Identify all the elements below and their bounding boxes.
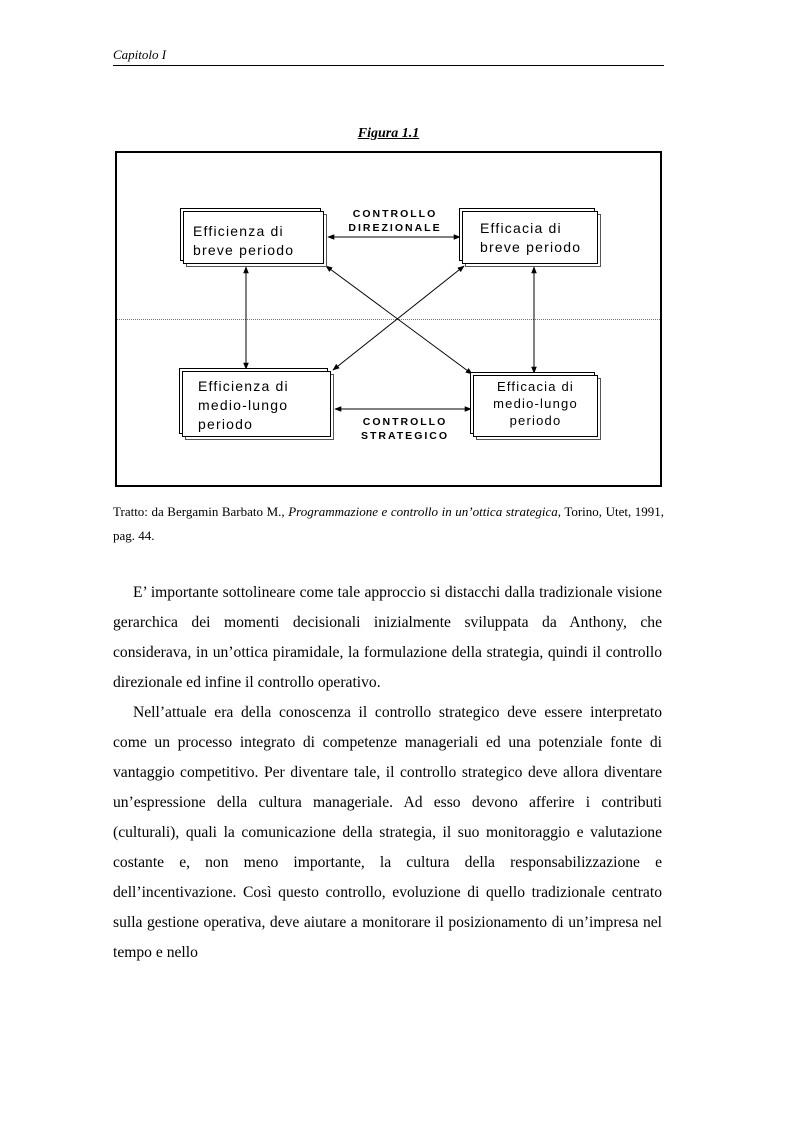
figure-caption: [113, 500, 664, 548]
paragraph-1: E’ importante sottolineare come tale approccio si distacchi dalla tradizionale visione gerarchica dei momenti decisionali inizialmente sviluppata da Anthony, che considerava, in un’ottica piramidale, la formulazione della strategia, quindi il controllo direzionale ed infine il controllo operativo.: [113, 584, 662, 691]
box-efficacia-breve: Efficacia di breve periodo: [462, 211, 598, 264]
dotted-divider: [117, 319, 660, 320]
body-text: [113, 578, 662, 968]
caption-prefix: Tratto: da Bergamin Barbato M.,: [113, 504, 285, 519]
box-efficienza-breve: Efficienza di breve periodo: [183, 211, 324, 264]
label-controllo-strategico: CONTROLLO STRATEGICO: [360, 416, 450, 442]
chapter-label: Capitolo I: [113, 47, 167, 62]
caption-suffix: , Torino, Utet, 1991, pag. 44.: [113, 504, 665, 543]
caption-title: Programmazione e controllo in un’ottica strategica: [288, 504, 558, 519]
paragraph-2: Nell’attuale era della conoscenza il controllo strategico deve essere interpretato come un processo integrato di competenze manageriali ed una potenziale fonte di vantaggio competitivo. Per diventare tale, il controllo strategico deve allora diventare un’espressione della cultura manageriale. Ad esso devono afferire i contributi (culturali), quali la comunicazione della strategia, il suo monitoraggio e valutazione costante e, non meno importante, la cultura della responsabilizzazione e dell’incentivazione. Così questo controllo, evoluzione di quello tradizionale centrato sulla gestione operativa, deve aiutare a monitorare il posizionamento di un’impresa nel tempo e nello: [113, 704, 662, 961]
running-header: [113, 47, 664, 66]
label-controllo-direzionale: CONTROLLO DIREZIONALE: [348, 208, 442, 234]
figure-title: Figura 1.1: [357, 126, 420, 141]
box-efficienza-medio-lungo: Efficienza di medio-lungo periodo: [182, 371, 331, 437]
box-efficacia-medio-lungo: Efficacia di medio-lungo periodo: [473, 375, 598, 437]
